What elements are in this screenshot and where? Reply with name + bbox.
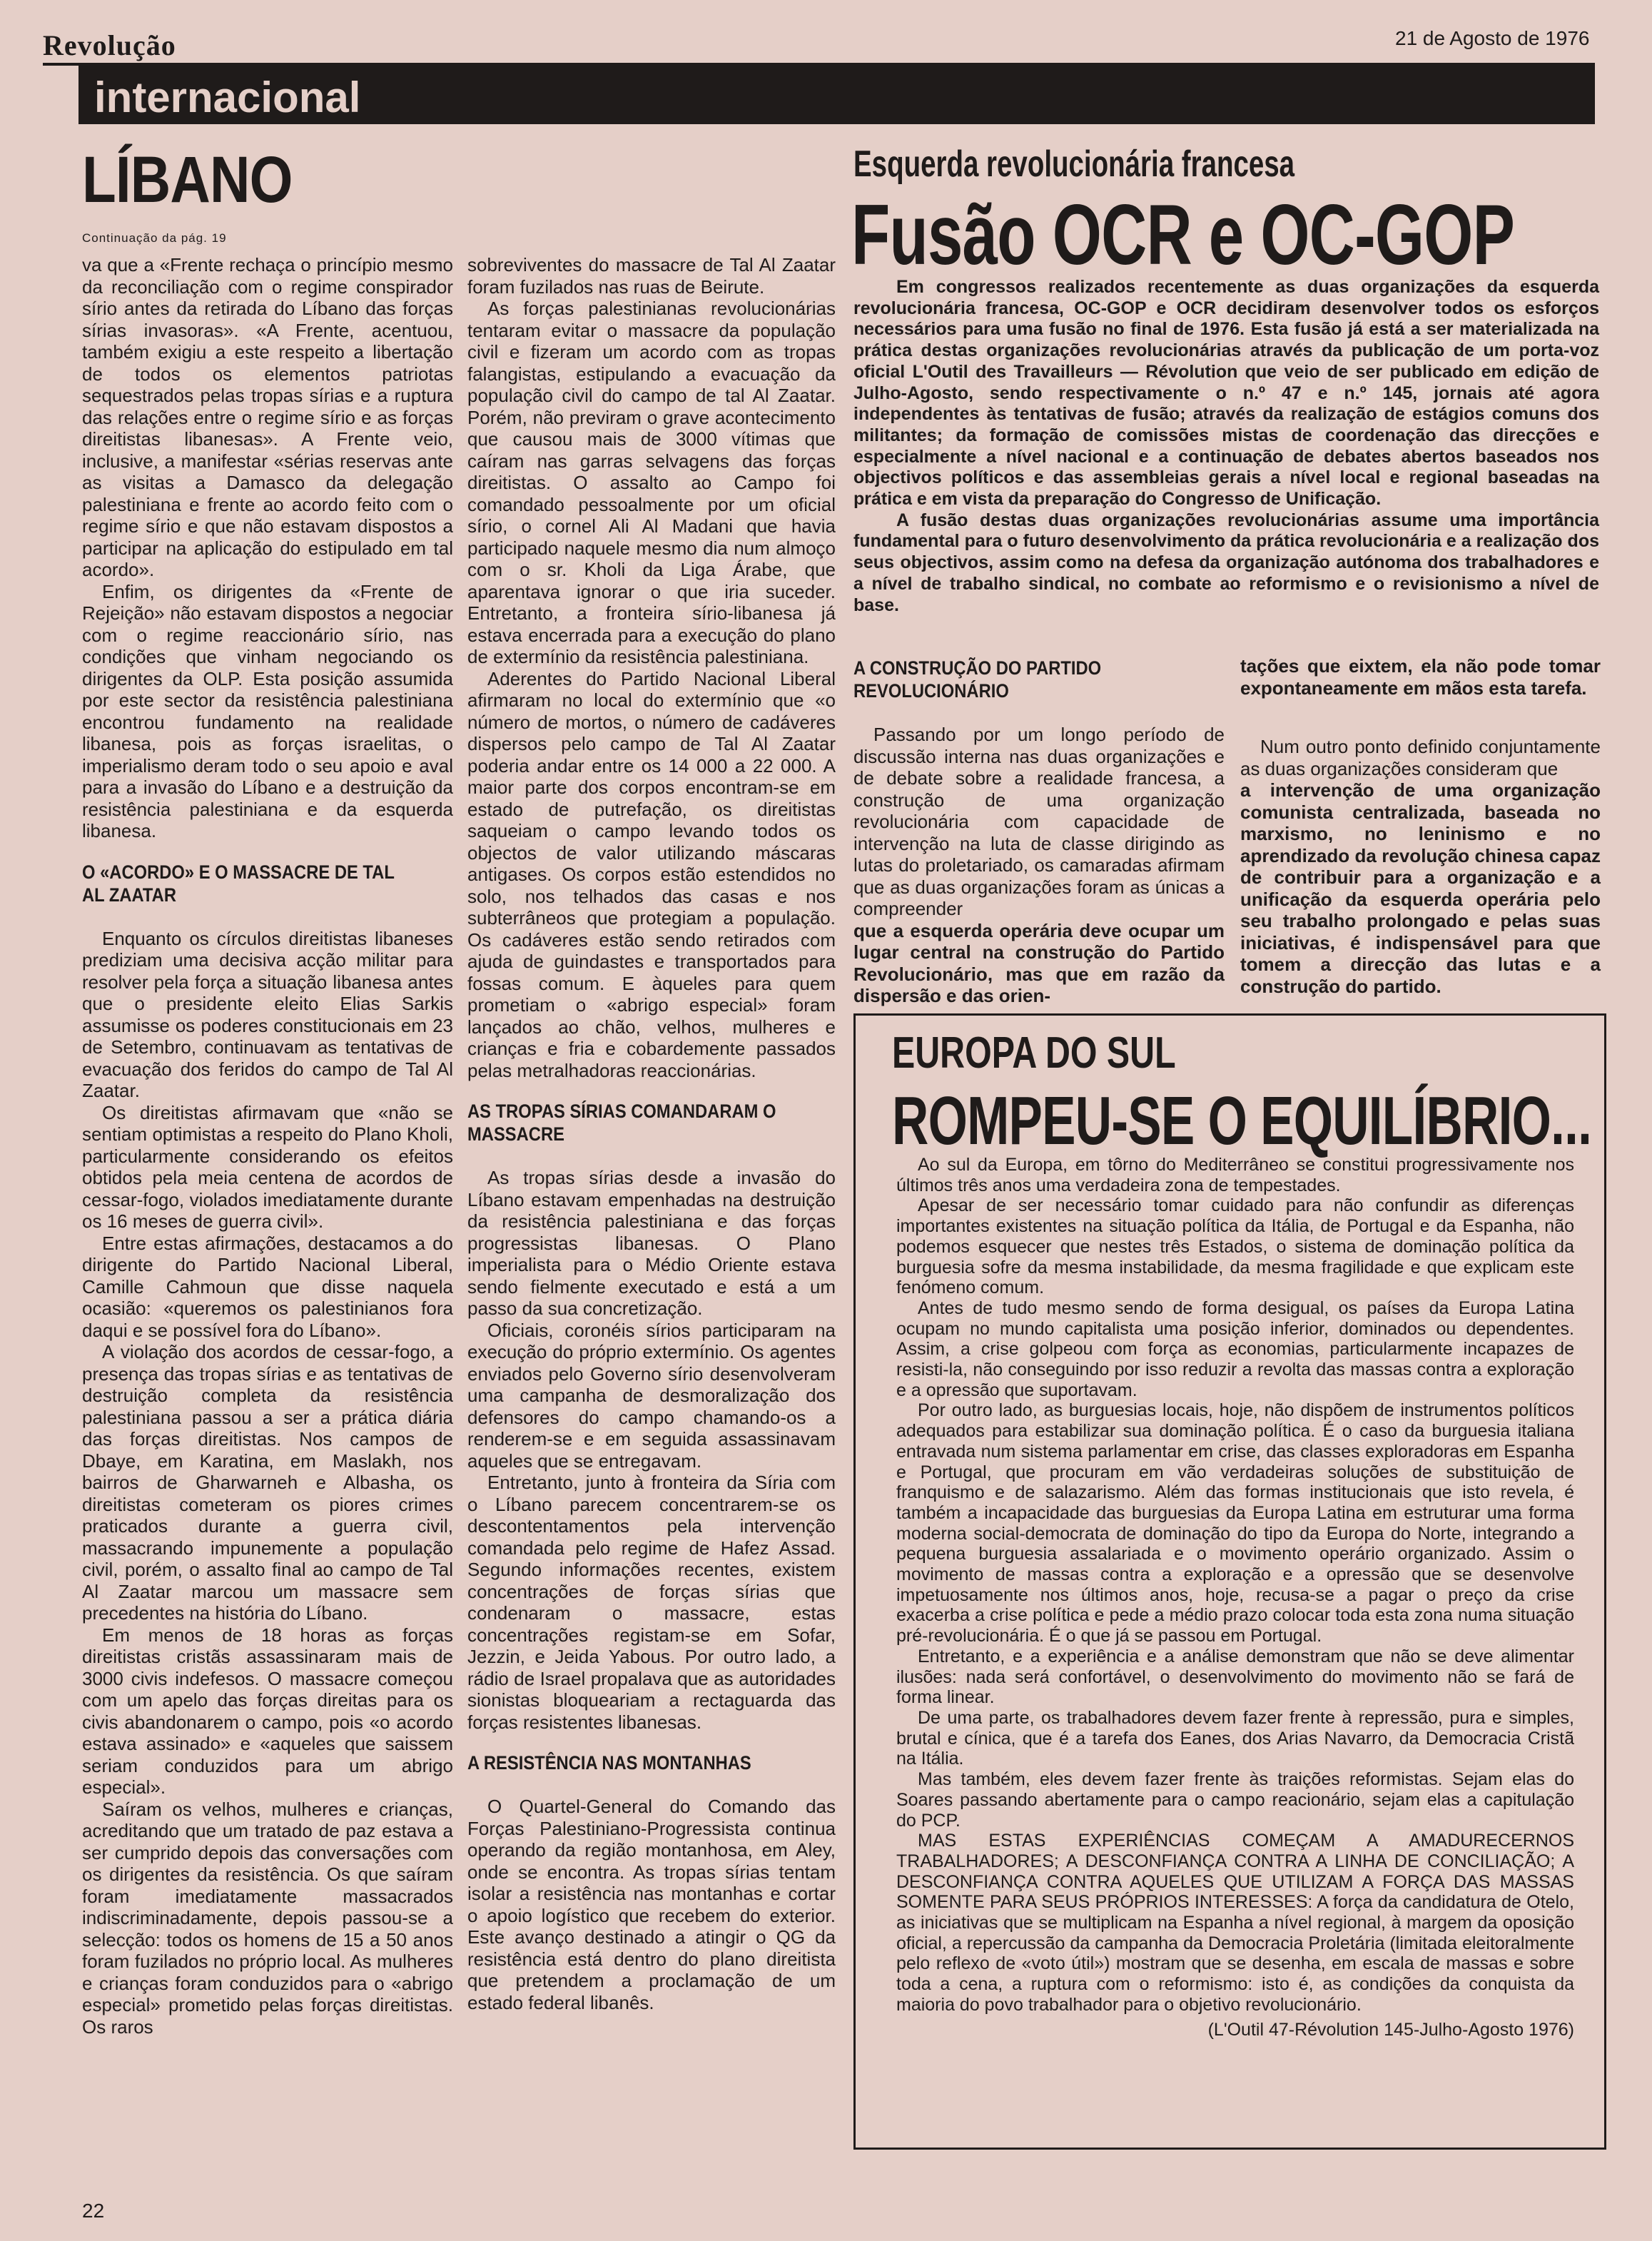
paragraph: As tropas sírias desde a invasão do Líbano estavam empenhadas na destruição da resistência palestiniana e das forças progressistas libanesas. O Plano imperialista para o Médio Oriente estava sendo fielmente executado e está a um passo da sua concretização. [467, 1167, 836, 1319]
paragraph: Num outro ponto definido conjuntamente as duas organizações consideram que [1240, 736, 1601, 779]
continuation-note: Continuação da pág. 19 [82, 231, 227, 245]
lead-paragraph: A fusão destas duas organizações revolucionárias assume uma importância fundamental para o futuro desenvolvimento da prática revolucionária e a realização dos seus objectivos, assim como na defesa da organização autónoma dos trabalhadores e a nível de trabalho sindical, no combate ao reformismo e o revisionismo a nível de base. [853, 510, 1599, 615]
paragraph-bold: tações que eixtem, ela não pode tomar expontaneamente em mãos esta tarefa. [1240, 655, 1601, 699]
paragraph: Por outro lado, as burguesias locais, hoje, não dispõem de instrumentos políticos adequados para estabilizar sua dominação política. É o caso da burguesia italiana entravada num sistema parlamentar em crise, das classes exploradoras em Espanha e Portugal, que procuram em vão verdadeiras soluções de substituição de franquismo e de salazarismo. Além das formas institucionais que isto revela, é também a incapacidade das burguesias da Europa Latina em estruturar uma forma moderna social-democrata de dominação do tipo da Europa do Norte, integrando a pequena burguesia assalariada e o movimento operário organizado. Assim o movimento de massas contra a exploração e a opressão que se desenvolve impetuosamente nos últimos anos, hoje, recusa-se a pagar o preço da crise exacerba a crise política e pede a médio prazo colocar toda esta zona numa situação pré-revolucionária. É o que já se passou em Portugal. [896, 1400, 1574, 1646]
subheading: A CONSTRUÇÃO DO PARTIDO REVOLUCIONÁRIO [853, 657, 1102, 702]
fusao-column-a [853, 657, 1225, 1007]
subheading: O «ACORDO» E O MASSACRE DE TAL AL ZAATAR [82, 861, 395, 906]
section-label: internacional [83, 71, 372, 124]
subheading: AS TROPAS SÍRIAS COMANDARAM O MASSACRE [467, 1101, 776, 1145]
paragraph: De uma parte, os trabalhadores devem fazer frente à repressão, pura e simples, brutal e cínica, que é a tarefa dos Eanes, dos Arias Navarro, da Democracia Cristã na Itália. [896, 1707, 1574, 1769]
libano-title: LÍBANO [82, 143, 293, 216]
paragraph: Enquanto os círculos direitistas libaneses prediziam uma decisiva acção militar para resolver pela força a situação libanesa antes que o presidente eleito Elias Sarkis assumisse os poderes constitucionais em 23 de Setembro, continuavam as tentativas de evacuação dos feridos do campo de Tal Al Zaatar. [82, 927, 453, 1101]
masthead: Revolução [43, 29, 176, 61]
fusao-lead [853, 277, 1599, 616]
paragraph: Saíram os velhos, mulheres e crianças, acreditando que um tratado de paz estava a ser cumprido depois das conversações com os dirigentes da resistência. Os que saíram foram imediatamente massacrados indiscriminadamente, depois passou-se a selecção: todos os homens de 15 a 50 anos foram fuzilados no próprio local. As mulheres e crianças foram conduzidos para o «abrigo especial» prometido pelas forças direitistas. Os raros [82, 1798, 453, 2038]
paragraph: va que a «Frente rechaça o princípio mesmo da reconciliação com o regime conspirador sírio antes da retirada do Líbano das forças sírias invasoras». «A Frente, acentuou, também exigiu a este respeito a libertação de todos os elementos patriotas sequestrados pelas tropas sírias e a ruptura das relações entre o regime sírio e as forças direitistas libanesas». A Frente veio, inclusive, a manifestar «sérias reservas ante as visitas a Damasco da delegação palestiniana e frente ao acordo feito com o regime sírio e que não estavam dispostos a participar na aplicação do estipulado em tal acordo». [82, 254, 453, 580]
paragraph: O Quartel-General do Comando das Forças Palestiniano-Progressista continua operando da região montanhosa, em Aley, onde se encontra. As tropas sírias tentam isolar a resistência nas montanhas e cortar o apoio logístico que recebem do exterior. Este avanço destinado a atingir o QG da resistência está dentro do plano direitista que pretendem a proclamação de um estado federal libanês. [467, 1796, 836, 2013]
paragraph: As forças palestinianas revolucionárias tentaram evitar o massacre da população civil e fizeram um acordo com as tropas falangistas, estipulando a evacuação da população civil do campo de tal Al Zaatar. Porém, não previram o grave acontecimento que causou mais de 3000 vítimas que caíram nas garras selvagens das forças direitistas. O assalto ao Campo foi comandado pessoalmente por um oficial sírio, o cornel Ali Al Madani que havia participado naquele mesmo dia num almoço com o sr. Kholi da Liga Árabe, que aparentava ignorar o que iria suceder. Entretanto, a fronteira sírio-libanesa já estava encerrada para a execução do plano de extermínio da resistência palestiniana. [467, 298, 836, 667]
source-citation: (L'Outil 47-Révolution 145-Julho-Agosto 1976) [1207, 2019, 1574, 2040]
paragraph: Oficiais, coronéis sírios participaram na execução do próprio extermínio. Os agentes enviados pelo Governo sírio desenvolveram uma campanha de desmoralização dos defensores do campo chamando-os a renderem-se e em seguida assassinavam aqueles que se entregavam. [467, 1319, 836, 1472]
paragraph: Entretanto, junto à fronteira da Síria com o Líbano parecem concentrarem-se os descontentamentos pela intervenção comandada pelo regime de Hafez Assad. Segundo informações recentes, existem concentrações de forças sírias que condenaram o massacre, estas concentrações registam-se em Sofar, Jezzin, e Jeida Yabous. Por outro lado, a rádio de Israel propalava que as autoridades sionistas bloqueariam a rectaguarda das forças resistentes libanesas. [467, 1472, 836, 1733]
paragraph: Aderentes do Partido Nacional Liberal afirmaram no local do extermínio que «o número de mortos, o número de cadáveres dispersos pelo campo de Tal Al Zaatar poderia andar entre os 14 000 a 22 000. A maior parte dos corpos encontram-se em estado de putrefação, os direitistas saqueiam o campo levando todos os objectos de valor utilizando máscaras antigases. Os corpos estão estendidos no solo, nos telhados das casas e nos subterrâneos que protegiam a população. Os cadáveres estão sendo retirados com ajuda de guindastes e transportados para fossas comum. E àqueles para quem prometiam o «abrigo especial» foram lançados ao chão, velhos, mulheres e crianças e fria e cobardemente passados pelas metralhadoras reaccionárias. [467, 667, 836, 1081]
paragraph: Apesar de ser necessário tomar cuidado para não confundir as diferenças importantes existentes na situação política da Itália, de Portugal e da Espanha, não podemos esquecer que nestes três Estados, o sistema de dominação política da burguesia sofre da mesma instabilidade, da mesma fragilidade e que explicam este fenómeno comum. [896, 1195, 1574, 1298]
paragraph: sobreviventes do massacre de Tal Al Zaatar foram fuzilados nas ruas de Beirute. [467, 254, 836, 298]
libano-column-1 [82, 254, 453, 2038]
fusao-headline: Fusão OCR e OC-GOP [851, 187, 1515, 283]
paragraph: Antes de tudo mesmo sendo de forma desigual, os países da Europa Latina ocupam no mundo capitalista uma posição inferior, dominados ou dependentes. Assim, a crise golpeou com força as economias, particularmente incapazes de resisti-la, não conseguindo por isso reduzir a revolta das massas contra a exploração e a opressão que suportavam. [896, 1297, 1574, 1400]
paragraph: Entretanto, e a experiência e a análise demonstram que não se deve alimentar ilusões: nada será confortável, o desenvolvimento do movimento não se fará de forma linear. [896, 1646, 1574, 1708]
paragraph: Os direitistas afirmavam que «não se sentiam optimistas a respeito do Plano Kholi, particularmente considerando os efeitos obtidos pela meia centena de acordos de cessar-fogo, violados imediatamente durante os 16 meses de guerra civil». [82, 1101, 453, 1232]
paragraph: Ao sul da Europa, em tôrno do Mediterrâneo se constitui progressivamente nos últimos três anos uma verdadeira zona de tempestades. [896, 1155, 1574, 1195]
europa-kicker: EUROPA DO SUL [892, 1028, 1176, 1078]
lead-paragraph: Em congressos realizados recentemente as duas organizações da esquerda revolucionária francesa, OC-GOP e OCR decidiram desenvolver todos os esforços necessários para uma fusão no final de 1976. Esta fusão já está a ser materializada na prática destas organizações revolucionárias através da publicação de um porta-voz oficial L'Outil des Travailleurs — Révolution que veio de ser publicado em edição de Julho-Agosto, sendo respectivamente o n.º 47 e n.º 145, jornais até agora independentes às tentativas de fusão; através da realização de estágios comuns dos militantes; da formação de comissões mistas de coordenação das direcções e especialmente a nível nacional e a continuação de debates abertos baseados nos objectivos políticos e das assembleias gerais a nível local e regional baseadas na prática e em vista da preparação do Congresso de Unificação. [853, 277, 1599, 510]
fusao-column-b [1240, 655, 1601, 997]
paragraph-bold: a intervenção de uma organização comunista centralizada, baseada no marxismo, no leninismo e no aprendizado da revolução chinesa capaz de contribuir para a organização e a unificação da esquerda operária pelo seu trabalho prolongado e pelas suas iniciativas, é indispensável para que tomem a direcção das lutas e a construção do partido. [1240, 779, 1601, 997]
paragraph-bold: que a esquerda operária deve ocupar um lugar central na construção do Partido Revolucionário, mas que em razão da dispersão e das orien- [853, 919, 1225, 1006]
paragraph: Mas também, eles devem fazer frente às traições reformistas. Sejam elas do Soares passando abertamente para o campo reacionário, sejam elas a capitulação do PCP. [896, 1769, 1574, 1831]
issue-date: 21 de Agosto de 1976 [1395, 27, 1590, 49]
page-number: 22 [82, 2200, 105, 2222]
paragraph: Em menos de 18 horas as forças direitistas cristãs assassinaram mais de 3000 civis indefesos. O massacre começou com um apelo das forças direitas para os civis abandonarem o campo, pois «o acordo estava assinado» e «aqueles que saissem seriam conduzidos para um abrigo especial». [82, 1624, 453, 1798]
fusao-eyebrow: Esquerda revolucionária francesa [853, 143, 1295, 185]
libano-column-2 [467, 254, 836, 2013]
paragraph: MAS ESTAS EXPERIÊNCIAS COMEÇAM A AMADURECERNOS TRABALHADORES; A DESCONFIANÇA CONTRA A LINHA DE CONCILIAÇÃO; A DESCONFIANÇA CONTRA AQUELES QUE UTILIZAM A FORÇA DAS MASSAS SOMENTE PARA SEUS PRÓPRIOS INTERESSES: A força da candidatura de Otelo, as iniciativas que se multiplicam na Espanha a nível regional, à margem da oposição oficial, a repercussão da campanha da Democracia Proletária (limitada eleitoralmente pelo reflexo de «voto útil») mostram que se desenha, em escala de massas e sobre toda a cena, a ruptura com o reformismo: isto é, as condições da conquista da maioria do povo trabalhador para o objetivo revolucionário. [896, 1831, 1574, 2015]
paragraph: Passando por um longo período de discussão interna nas duas organizações e de debate sobre a realidade francesa, a construção de uma organização revolucionária com capacidade de intervenção na luta de classe dirigindo as lutas do proletariado, os camaradas afirmam que as duas organizações foram as únicas a compreender [853, 724, 1225, 919]
paragraph: A violação dos acordos de cessar-fogo, a presença das tropas sírias e as tentativas de destruição completa da resistência palestiniana passou a ser a prática diária das forças direitistas. Nos campos de Dbaye, em Karatina, em Maslakh, nos bairros de Gharwarneh e Albasha, os direitistas cometeram os piores crimes praticados durante a guerra civil, massacrando impunemente a população civil, porém, o assalto final ao campo de Tal Al Zaatar marcou um massacre sem precedentes na história do Líbano. [82, 1341, 453, 1624]
europa-body [896, 1155, 1574, 2040]
europa-title: ROMPEU-SE O EQUILÍBRIO... [892, 1083, 1592, 1159]
subheading: A RESISTÊNCIA NAS MONTANHAS [467, 1752, 751, 1774]
paragraph: Entre estas afirmações, destacamos a do dirigente do Partido Nacional Liberal, Camille Cahmoun que disse naquela ocasião: «queremos os palestinianos fora daqui e se possível fora do Líbano». [82, 1232, 453, 1341]
paragraph: Enfim, os dirigentes da «Frente de Rejeição» não estavam dispostos a negociar com o regime reaccionário sírio, nas condições que vinham negociando os dirigentes da OLP. Esta posição assumida por este sector da resistência palestiniana encontrou fundamento na realidade libanesa, pois as forças israelitas, o imperialismo deram todo o seu apoio e aval para a invasão do Líbano e a destruição da resistência palestiniana e da esquerda libanesa. [82, 580, 453, 841]
